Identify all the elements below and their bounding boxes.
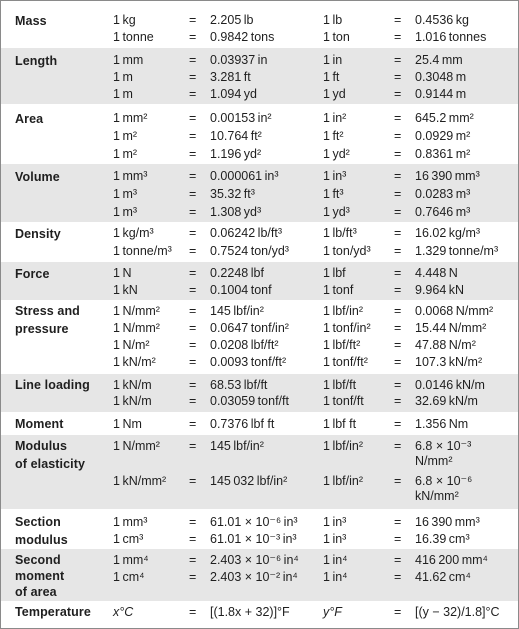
- cell-si: 1 N/m²: [113, 338, 150, 352]
- cell-imperial-value: 145 lbf/in²: [210, 439, 264, 453]
- cell-imperial: 1 in⁴: [323, 553, 348, 567]
- cell-imperial: 1 lbf/in²: [323, 439, 364, 453]
- cell-si-value: 107.3 kN/m²: [415, 355, 483, 369]
- cell-si: 1 m³: [113, 205, 138, 219]
- cell-imperial-value: 145 lbf/in²: [210, 304, 264, 318]
- cell-eq: =: [189, 321, 197, 335]
- cell-si-value: 32.69 kN/m: [415, 394, 478, 408]
- cell-si-value: 1.356 Nm: [415, 417, 469, 431]
- category-label: Modulus of elasticity: [15, 439, 86, 471]
- cell-eq: =: [189, 13, 197, 27]
- cell-imperial-value: 145 032 lbf/in²: [210, 474, 288, 488]
- cell-eq: =: [189, 244, 197, 258]
- cell-imperial-value: 0.0093 tonf/ft²: [210, 355, 287, 369]
- category-label: Stress and pressure: [15, 304, 80, 336]
- cell-imperial: 1 tonf/ft: [323, 394, 364, 408]
- cell-eq: =: [189, 417, 197, 431]
- cell-si-value: 0.3048 m: [415, 70, 467, 84]
- cell-si-value: 9.964 kN: [415, 283, 465, 297]
- group-area: [1, 106, 518, 164]
- cell-imperial: 1 yd: [323, 87, 346, 101]
- cell-si-value: 0.0146 kN/m: [415, 378, 485, 392]
- cell-si: 1 mm⁴: [113, 553, 149, 567]
- cell-si: 1 tonne/m³: [113, 244, 172, 258]
- cell-si: 1 N/mm²: [113, 439, 160, 453]
- cell-eq: =: [394, 30, 402, 44]
- cell-eq: =: [189, 515, 197, 529]
- group-stress-pressure: [1, 300, 518, 374]
- cell-si-value: 15.44 N/mm²: [415, 321, 487, 335]
- cell-imperial: 1 yd³: [323, 205, 350, 219]
- cell-imperial-value: 0.0208 lbf/ft²: [210, 338, 279, 352]
- cell-imperial: 1 lbf: [323, 266, 346, 280]
- cell-imperial: 1 ton/yd³: [323, 244, 371, 258]
- cell-eq: =: [189, 355, 197, 369]
- cell-si: 1 cm³: [113, 532, 144, 546]
- cell-imperial-value: 3.281 ft: [210, 70, 251, 84]
- cell-eq: =: [189, 394, 197, 408]
- group-temperature: [1, 601, 518, 628]
- cell-eq: =: [189, 70, 197, 84]
- cell-imperial: 1 lbf/in²: [323, 474, 364, 488]
- cell-imperial-value: 0.06242 lb/ft³: [210, 226, 282, 240]
- cell-si-value: 16 390 mm³: [415, 169, 480, 183]
- cell-si-value: 0.0929 m²: [415, 129, 471, 143]
- group-second-moment: [1, 549, 518, 601]
- group-force: [1, 262, 518, 300]
- cell-imperial-value: 0.0647 tonf/in²: [210, 321, 289, 335]
- cell-eq: =: [189, 226, 197, 240]
- cell-imperial: 1 lb/ft³: [323, 226, 357, 240]
- cell-eq: =: [189, 87, 197, 101]
- category-label: Section modulus: [15, 515, 68, 547]
- cell-eq: =: [189, 474, 197, 488]
- cell-imperial-value: 2.403 × 10⁻⁶ in⁴: [210, 553, 299, 567]
- cell-eq: =: [394, 417, 402, 431]
- cell-eq: =: [189, 605, 197, 619]
- cell-imperial: 1 ft: [323, 70, 340, 84]
- cell-si-value: 47.88 N/m²: [415, 338, 476, 352]
- cell-imperial-value: 0.000061 in³: [210, 169, 279, 183]
- cell-eq: =: [394, 266, 402, 280]
- cell-eq: =: [189, 30, 197, 44]
- cell-eq: =: [189, 129, 197, 143]
- cell-si-value: 6.8 × 10⁻⁶: [415, 474, 473, 488]
- cell-eq: =: [189, 338, 197, 352]
- cell-si: 1 kN/m²: [113, 355, 156, 369]
- cell-eq: =: [394, 532, 402, 546]
- cell-eq: =: [394, 378, 402, 392]
- cell-si-value: 16.02 kg/m³: [415, 226, 481, 240]
- cell-imperial: 1 ft³: [323, 187, 344, 201]
- cell-si-value: 4.448 N: [415, 266, 458, 280]
- cell-eq: =: [394, 129, 402, 143]
- cell-imperial-value: 68.53 lbf/ft: [210, 378, 268, 392]
- cell-eq: =: [394, 169, 402, 183]
- category-label: Second moment of area: [15, 553, 65, 599]
- cell-imperial-value: 0.03937 in: [210, 53, 268, 67]
- cell-imperial: 1 in³: [323, 532, 347, 546]
- cell-eq: =: [394, 515, 402, 529]
- cell-eq: =: [394, 244, 402, 258]
- group-density: [1, 222, 518, 262]
- cell-si: 1 kN/m: [113, 394, 152, 408]
- cell-imperial-value: 0.2248 lbf: [210, 266, 264, 280]
- group-volume: [1, 164, 518, 222]
- unit-line: N/mm²: [415, 454, 453, 468]
- cell-si: 1 Nm: [113, 417, 142, 431]
- cell-si-value: 25.4 mm: [415, 53, 463, 67]
- cell-imperial: 1 lbf ft: [323, 417, 357, 431]
- cell-si-value: 0.0283 m³: [415, 187, 471, 201]
- cell-eq: =: [394, 553, 402, 567]
- cell-eq: =: [189, 111, 197, 125]
- cell-eq: =: [394, 53, 402, 67]
- cell-si-value: 645.2 mm²: [415, 111, 474, 125]
- cell-eq: =: [189, 147, 197, 161]
- cell-eq: =: [394, 13, 402, 27]
- cell-eq: =: [189, 304, 197, 318]
- cell-si-value: [(y − 32)/1.8]°C: [415, 605, 500, 619]
- category-label: Force: [15, 267, 50, 281]
- cell-si: 1 m²: [113, 147, 138, 161]
- cell-imperial: 1 tonf: [323, 283, 354, 297]
- cell-eq: =: [394, 205, 402, 219]
- category-label: Density: [15, 227, 61, 241]
- cell-imperial-value: 2.205 lb: [210, 13, 254, 27]
- cell-eq: =: [394, 605, 402, 619]
- cell-imperial-value: 0.03059 tonf/ft: [210, 394, 289, 408]
- cell-imperial: 1 lbf/ft²: [323, 338, 361, 352]
- cell-si-value: 1.016 tonnes: [415, 30, 487, 44]
- cell-si: 1 m²: [113, 129, 138, 143]
- cell-si: 1 mm: [113, 53, 144, 67]
- cell-imperial: 1 tonf/in²: [323, 321, 371, 335]
- cell-si: 1 kN/mm²: [113, 474, 167, 488]
- category-label: Temperature: [15, 605, 91, 619]
- cell-si: 1 N: [113, 266, 132, 280]
- cell-si-value: 0.8361 m²: [415, 147, 471, 161]
- cell-imperial-value: 0.9842 tons: [210, 30, 275, 44]
- cell-eq: =: [189, 53, 197, 67]
- category-label: Line loading: [15, 378, 90, 392]
- cell-imperial-value: 0.7524 ton/yd³: [210, 244, 289, 258]
- cell-eq: =: [189, 532, 197, 546]
- cell-eq: =: [189, 266, 197, 280]
- group-modulus-elasticity: [1, 435, 518, 509]
- cell-eq: =: [394, 394, 402, 408]
- cell-eq: =: [189, 205, 197, 219]
- cell-eq: =: [394, 283, 402, 297]
- cell-imperial: 1 yd²: [323, 147, 350, 161]
- cell-imperial-value: 1.308 yd³: [210, 205, 262, 219]
- cell-imperial-value: 0.1004 tonf: [210, 283, 272, 297]
- cell-si-value: 16.39 cm³: [415, 532, 470, 546]
- category-label: Length: [15, 54, 58, 68]
- cell-si-value: 16 390 mm³: [415, 515, 480, 529]
- cell-si: 1 m³: [113, 187, 138, 201]
- cell-eq: =: [394, 187, 402, 201]
- group-length: [1, 48, 518, 104]
- cell-si: 1 kg: [113, 13, 136, 27]
- cell-imperial-value: 10.764 ft²: [210, 129, 262, 143]
- cell-eq: =: [394, 147, 402, 161]
- cell-imperial-value: 0.7376 lbf ft: [210, 417, 275, 431]
- cell-eq: =: [394, 87, 402, 101]
- cell-eq: =: [189, 169, 197, 183]
- cell-si: 1 kN/m: [113, 378, 152, 392]
- cell-imperial: 1 in³: [323, 515, 347, 529]
- cell-imperial-value: 0.00153 in²: [210, 111, 272, 125]
- category-label: Volume: [15, 170, 60, 184]
- cell-imperial: 1 lbf/in²: [323, 304, 364, 318]
- category-label: Mass: [15, 14, 47, 28]
- cell-imperial: y°F: [323, 605, 342, 619]
- cell-si-value: 0.9144 m: [415, 87, 467, 101]
- cell-si-value: 0.4536 kg: [415, 13, 469, 27]
- cell-imperial: 1 in⁴: [323, 570, 348, 584]
- cell-eq: =: [394, 226, 402, 240]
- cell-eq: =: [189, 553, 197, 567]
- category-label: Area: [15, 112, 44, 126]
- cell-si: 1 N/mm²: [113, 321, 160, 335]
- group-section-modulus: [1, 509, 518, 549]
- cell-si-value: 41.62 cm⁴: [415, 570, 471, 584]
- cell-eq: =: [394, 321, 402, 335]
- cell-si: 1 kN: [113, 283, 138, 297]
- cell-si: 1 m: [113, 70, 133, 84]
- cell-si-value: 0.0068 N/mm²: [415, 304, 494, 318]
- cell-eq: =: [394, 474, 402, 488]
- cell-eq: =: [394, 570, 402, 584]
- cell-si-value: 6.8 × 10⁻³: [415, 439, 472, 453]
- cell-imperial: 1 in³: [323, 169, 347, 183]
- cell-eq: =: [189, 570, 197, 584]
- cell-imperial: 1 in²: [323, 111, 347, 125]
- cell-eq: =: [189, 378, 197, 392]
- cell-imperial-value: 61.01 × 10⁻³ in³: [210, 532, 297, 546]
- cell-eq: =: [394, 338, 402, 352]
- cell-si: 1 mm²: [113, 111, 148, 125]
- category-label: Moment: [15, 417, 64, 431]
- cell-imperial: 1 in: [323, 53, 343, 67]
- cell-eq: =: [189, 283, 197, 297]
- cell-si-value: 0.7646 m³: [415, 205, 471, 219]
- cell-si-value: 1.329 tonne/m³: [415, 244, 499, 258]
- cell-eq: =: [394, 111, 402, 125]
- group-moment: [1, 412, 518, 435]
- cell-eq: =: [394, 439, 402, 453]
- cell-imperial: 1 lbf/ft: [323, 378, 357, 392]
- unit-line: kN/mm²: [415, 489, 459, 503]
- cell-eq: =: [189, 187, 197, 201]
- cell-eq: =: [189, 439, 197, 453]
- group-line-loading: [1, 374, 518, 412]
- cell-imperial-value: 1.094 yd: [210, 87, 257, 101]
- cell-si: 1 cm⁴: [113, 570, 145, 584]
- cell-si: 1 N/mm²: [113, 304, 160, 318]
- cell-si: x°C: [113, 605, 134, 619]
- cell-imperial: 1 tonf/ft²: [323, 355, 368, 369]
- cell-si: 1 mm³: [113, 169, 148, 183]
- cell-si: 1 mm³: [113, 515, 148, 529]
- cell-imperial-value: 2.403 × 10⁻² in⁴: [210, 570, 298, 584]
- cell-eq: =: [394, 355, 402, 369]
- cell-imperial: 1 lb: [323, 13, 343, 27]
- cell-eq: =: [394, 304, 402, 318]
- cell-si-value: 416 200 mm⁴: [415, 553, 488, 567]
- cell-si: 1 tonne: [113, 30, 154, 44]
- cell-eq: =: [394, 70, 402, 84]
- cell-si: 1 m: [113, 87, 133, 101]
- cell-imperial-value: 1.196 yd²: [210, 147, 262, 161]
- group-mass: [1, 9, 518, 45]
- cell-imperial-value: 35.32 ft³: [210, 187, 255, 201]
- cell-imperial: 1 ton: [323, 30, 350, 44]
- cell-si: 1 kg/m³: [113, 226, 154, 240]
- cell-imperial: 1 ft²: [323, 129, 344, 143]
- cell-imperial-value: [(1.8x + 32)]°F: [210, 605, 290, 619]
- cell-imperial-value: 61.01 × 10⁻⁶ in³: [210, 515, 298, 529]
